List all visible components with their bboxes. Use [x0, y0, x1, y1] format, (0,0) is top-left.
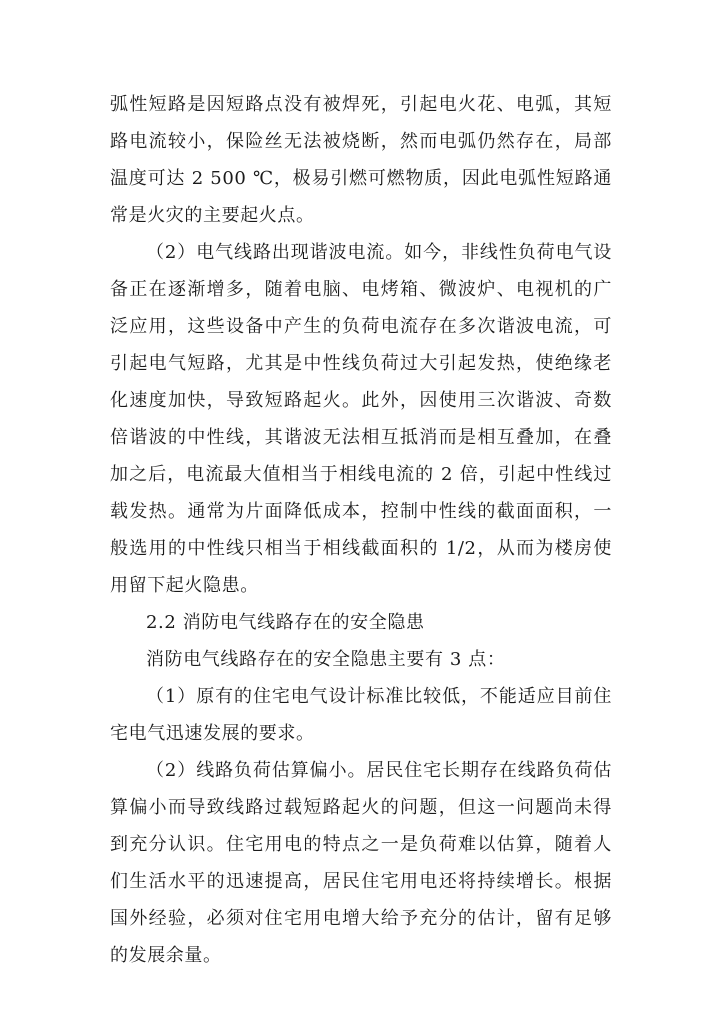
- document-body: [110, 86, 612, 974]
- paragraph-load-estimation: （2）线路负荷估算偏小。居民住宅长期存在线路负荷估算偏小而导致线路过载短路起火的问题，但这一问题尚未得到充分认识。住宅用电的特点之一是负荷难以估算，随着人们生活水平的迅速提高，居民住宅用电还将持续增长。根据国外经验，必须对住宅用电增大给予充分的估计，留有足够的发展余量。: [110, 760, 612, 966]
- paragraph-harmonic-current: （2）电气线路出现谐波电流。如今，非线性负荷电气设备正在逐渐增多，随着电脑、电烤箱、微波炉、电视机的广泛应用，这些设备中产生的负荷电流存在多次谐波电流，可引起电气短路，尤其是中性线负荷过大引起发热，使绝缘老化速度加快，导致短路起火。此外，因使用三次谐波、奇数倍谐波的中性线，其谐波无法相互抵消而是相互叠加，在叠加之后，电流最大值相当于相线电流的 2 倍，引起中性线过载发热。通常为片面降低成本，控制中性线的截面面积，一般选用的中性线只相当于相线截面积的 1/2，从而为楼房使用留下起火隐患。: [110, 242, 612, 596]
- paragraph-arc-short-circuit: 弧性短路是因短路点没有被焊死，引起电火花、电弧，其短路电流较小，保险丝无法被烧断，然而电弧仍然存在，局部温度可达 2 500 ℃，极易引燃可燃物质，因此电弧性短路通常是火灾的主要起火点。: [110, 94, 612, 226]
- paragraph-hazards-intro: 消防电气线路存在的安全隐患主要有 3 点：: [146, 649, 506, 670]
- paragraph-design-standard: （1）原有的住宅电气设计标准比较低，不能适应目前住宅电气迅速发展的要求。: [110, 686, 612, 744]
- section-heading-2-2: 2.2 消防电气线路存在的安全隐患: [146, 612, 425, 633]
